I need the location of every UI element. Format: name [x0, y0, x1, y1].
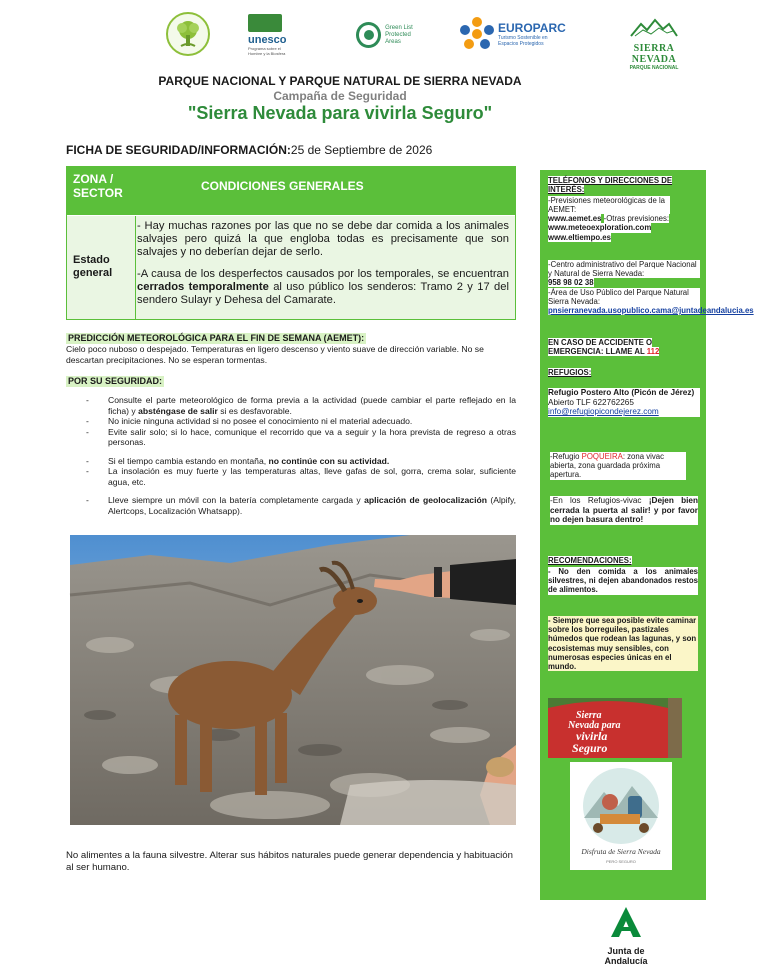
safety-title: POR SU SEGURIDAD: [68, 376, 163, 386]
safety-list [86, 395, 516, 516]
green-list-title: Green List [385, 24, 413, 31]
safety-item: - Si el tiempo cambia estando en montaña, no continúe con su actividad. [86, 456, 516, 467]
refugio-poqueira: -Refugio POQUEIRA: zona vivac abierta, zona guardada próxima apertura. [550, 452, 686, 480]
public-use-email[interactable]: pnsierranevada.usopublico.cama@juntadeandalucia.es [548, 306, 754, 316]
safety-item: - La insolación es muy fuerte y las temperaturas altas, lleve gafas de sol, gorra, crema solar, suficiente agua, etc. [86, 466, 516, 487]
ficha-date: 25 de Septiembre de 2026 [290, 143, 433, 157]
aemet-line: -Previsiones meteorológicas de la AEMET: [548, 196, 666, 215]
sierra-nevada-line2: NEVADA [631, 54, 677, 65]
ficha-label: FICHA DE SEGURIDAD/INFORMACIÓN: [66, 143, 291, 157]
photo-caption: No alimentes a la fauna silvestre. Alterar sus hábitos naturales puede generar dependencia y habituación al ser humano. [66, 850, 513, 873]
campaign-title: Campaña de Seguridad [273, 89, 407, 103]
conditions-header [67, 167, 515, 215]
unesco-temple-icon [248, 14, 282, 32]
closed-emphasis: cerrados temporalmente [137, 281, 269, 293]
admin-centre-phone: 958 98 02 38 [548, 278, 594, 288]
safety-item: - Consulte el parte meteorológico de forma previa a la actividad (puede cambiar el parte reflejado en la ficha) y absténgase de salir si es desfavorable. [86, 395, 516, 416]
conditions-paragraph-2: -A causa de los desperfectos causados por los temporales, se encuentran cerrados temporalmente al uso público los senderos: Tramo 2 y 17 del sendero Sulayr y Dehesa del Camarate. [137, 268, 509, 306]
green-list-icon [356, 22, 381, 48]
forecast-title: PREDICCIÓN METEOROLÓGICA PARA EL FIN DE SEMANA (AEMET): [68, 333, 365, 343]
forecast-text: Cielo poco nuboso o despejado. Temperaturas en ligero descenso y viento suave de dirección variable. No se descartan precipitaciones. No se esperan tormentas. [66, 344, 484, 365]
safety-item: - No inicie ninguna actividad si no posee el conocimiento ni el material adecuado. [86, 416, 516, 427]
sierra-nevada-line1: SIERRA [633, 43, 675, 54]
sierra-nevada-line3: PARQUE NACIONAL [629, 65, 679, 71]
meteoexploration-link[interactable]: www.meteoexploration.com [548, 223, 652, 233]
conditions-text [137, 220, 509, 307]
tshirt-text-3: vivirla [576, 729, 608, 743]
europarc-tagline-2: Espacios Protegidos [498, 40, 544, 47]
park-title: PARQUE NACIONAL Y PARQUE NATURAL DE SIERRA NEVADA [158, 74, 522, 88]
campaign-slogan: "Sierra Nevada para vivirla Seguro" [187, 103, 493, 123]
europarc-wordmark: EUROPARC [498, 20, 566, 35]
public-use-line: -Área de Uso Público del Parque Natural Sierra Nevada: [548, 288, 700, 306]
contacts-title: TELÉFONOS Y DIRECCIONES DE INTERÉS: [548, 176, 673, 195]
recommendation-1: - No den comida a los animales silvestres, ni dejen abandonados restos de alimentos. [548, 567, 698, 595]
poster-subcaption: PERO SEGURO [606, 859, 636, 864]
refugio-postero-name: Refugio Postero Alto (Picón de Jérez) [548, 388, 700, 398]
other-forecasts-line: -Otras previsiones: [603, 214, 670, 224]
europarc-star-icon [460, 17, 494, 51]
safety-item: - Lleve siempre un móvil con la batería completamente cargada y aplicación de geolocalización (Alpify, Alertcops, Localización Whatsapp). [86, 495, 516, 516]
campaign-poster [570, 762, 672, 870]
tshirt-text-2: Nevada para [568, 720, 621, 731]
conditions-column-header: CONDICIONES GENERALES [201, 179, 364, 193]
conditions-row [67, 216, 515, 319]
europarc-tagline-1: Turismo Sostenible en [498, 34, 548, 41]
conditions-paragraph-1: - Hay muchas razones por las que no se debe dar comida a los animales salvajes pero quizá la que engloba todas es precisamente que son salvajes y no deberían dejar de serlo. [137, 220, 509, 258]
emergency-number: 112 [646, 347, 660, 357]
tree-logo-icon [166, 12, 210, 56]
conditions-row-label: Estado general [73, 254, 113, 279]
recommendations-title: RECOMENDACIONES: [548, 556, 632, 565]
zone-column-header: ZONA / SECTOR [73, 172, 123, 200]
aemet-link[interactable]: www.aemet.es [548, 214, 602, 224]
ibex-feeding-photo [70, 535, 516, 825]
poster-caption: Disfruta de Sierra Nevada [581, 847, 661, 856]
green-list-subtitle: Protected Areas [385, 31, 411, 45]
refugio-postero-phone: Abierto TLF 622762265 [548, 398, 700, 408]
campaign-tshirt-photo [548, 698, 682, 758]
tshirt-text-4: Seguro [572, 741, 608, 755]
poqueira-name: POQUEIRA [581, 452, 623, 461]
tshirt-text-1: Sierra [576, 710, 602, 721]
vivac-notice: -En los Refugios-vivac ¡Dejen bien cerrada la puerta al salir! y por favor no dejen basura dentro! [550, 496, 698, 525]
mountain-peaks-icon [629, 18, 679, 38]
emergency-line: EN CASO DE ACCIDENTE O EMERGENCIA: LLAME AL 112 [548, 338, 660, 357]
admin-centre-line: -Centro administrativo del Parque Nacional y Natural de Sierra Nevada: [548, 260, 700, 278]
recommendation-2: - Siempre que sea posible evite caminar sobre los borreguiles, pastizales húmedos que rodean las lagunas, y son ecosistemas muy sensibles, con numerosas especies únicas en el mundo. [548, 616, 697, 672]
info-sidebar [540, 170, 754, 900]
europarc-logo [460, 14, 570, 54]
conditions-table [66, 166, 516, 320]
refuges-title: REFUGIOS: [548, 368, 592, 377]
refugio-postero-email[interactable]: info@refugiopicondejerez.com [548, 407, 700, 417]
junta-a-icon [609, 905, 643, 939]
unesco-tagline: Programa sobre el Hombre y la Biosfera [248, 46, 286, 56]
junta-label: Junta de Andalucía [604, 946, 648, 966]
green-list-logo [356, 20, 426, 50]
conditions-divider [135, 216, 136, 319]
safety-item: - Evite salir solo; si lo hace, comunique el recorrido que va a seguir y la hora prevista de regreso a otras personas. [86, 427, 516, 448]
ficha-line [66, 143, 432, 157]
junta-andalucia-logo [586, 905, 666, 966]
unesco-wordmark: unesco [248, 34, 287, 46]
sierra-nevada-logo [624, 18, 684, 90]
eltiempo-link[interactable]: www.eltiempo.es [548, 232, 611, 242]
unesco-logo [248, 14, 294, 54]
